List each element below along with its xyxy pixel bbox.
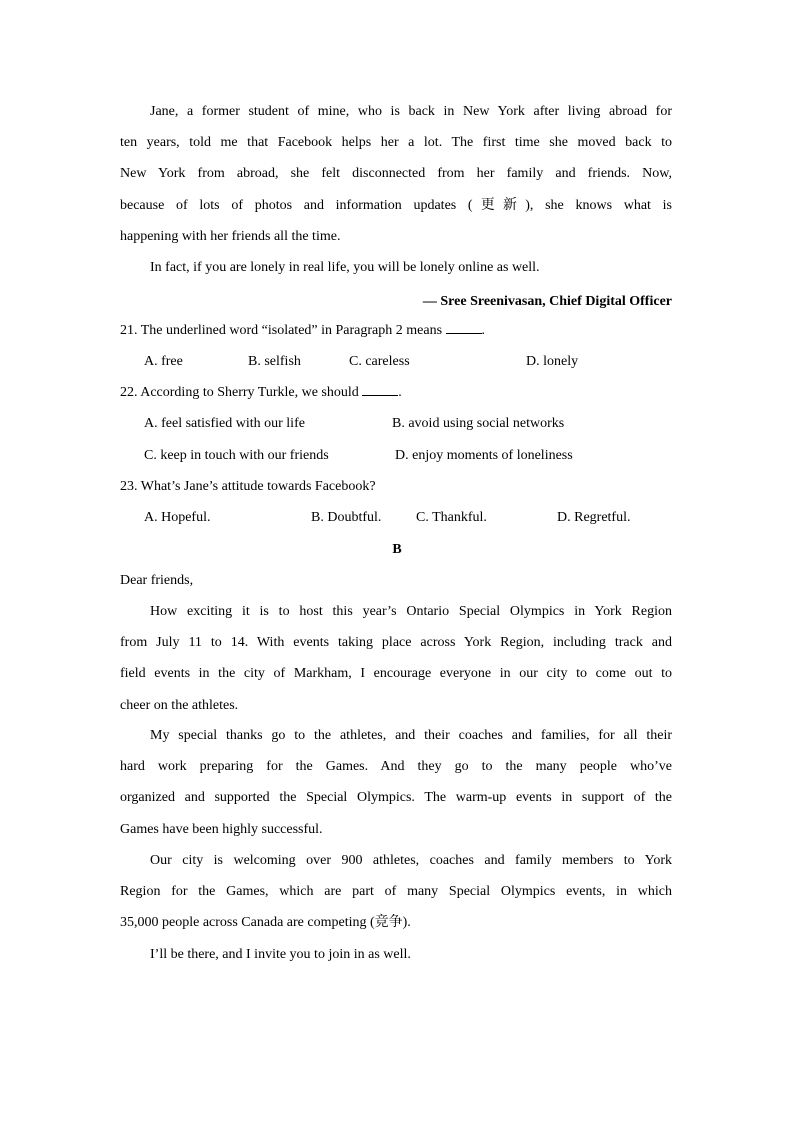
text-line: Jane, a former student of mine, who is back in New York after living abroad for [150,104,672,119]
question-23 [120,471,376,502]
question-stem: 23. What’s Jane’s attitude towards Facebook? [120,479,376,494]
letter-paragraph-4 [120,939,672,970]
text-line: Our city is welcoming over 900 athletes, coaches and family members to York [150,853,672,868]
option-23-d: D. Regretful. [557,510,631,525]
letter-paragraph-3 [120,845,672,939]
letter-paragraph-2 [120,720,672,845]
signature-line: — Sree Sreenivasan, Chief Digital Officer [422,294,672,309]
text-line: Games have been highly successful. [120,821,323,837]
question-stem-end: . [481,323,486,338]
text-line: New York from abroad, she felt disconnected from her family and friends. Now, [120,166,672,182]
text-line: Region for the Games, which are part of many Special Olympics events, in which [120,884,672,900]
question-21 [120,315,485,346]
option-22-b: B. avoid using social networks [392,416,565,431]
option-23-a: A. Hopeful. [144,510,211,525]
text-line: from July 11 to 14. With events taking place across York Region, including track and [120,635,672,651]
text-line: 35,000 people across Canada are competing (竞争). [120,915,411,931]
text-line: How exciting it is to host this year’s Ontario Special Olympics in York Region [150,604,672,619]
section-heading-b: B [392,542,402,557]
text-line: ten years, told me that Facebook helps her a lot. The first time she moved back to [120,135,672,151]
letter-paragraph-1 [120,596,672,721]
text-line: hard work preparing for the Games. And they go to the many people who’ve [120,759,672,775]
text-line: happening with her friends all the time. [120,228,341,244]
question-stem-end: . [398,385,402,400]
passage-a-paragraph-1 [120,96,672,252]
option-21-a: A. free [144,354,183,369]
option-21-c: C. careless [349,354,410,369]
option-22-c: C. keep in touch with our friends [144,448,329,463]
option-23-c: C. Thankful. [416,510,487,525]
answer-blank [362,383,398,396]
question-22 [120,377,402,408]
text-line: cheer on the athletes. [120,697,239,713]
option-21-d: D. lonely [526,354,579,369]
text-line: In fact, if you are lonely in real life, you will be lonely online as well. [150,260,540,275]
option-22-d: D. enjoy moments of loneliness [395,448,573,463]
answer-blank [446,321,482,334]
text-line: field events in the city of Markham, I encourage everyone in our city to come out to [120,666,672,682]
option-22-a: A. feel satisfied with our life [144,416,305,431]
text-line: because of lots of photos and information updates (更新), she knows what is [120,197,672,213]
text-line: organized and supported the Special Olympics. The warm-up events in support of the [120,790,672,806]
text-line: My special thanks go to the athletes, and their coaches and families, for all their [150,728,672,743]
letter-salutation: Dear friends, [120,573,194,588]
option-23-b: B. Doubtful. [311,510,382,525]
text-line: I’ll be there, and I invite you to join in as well. [150,947,411,962]
question-stem: 21. The underlined word “isolated” in Paragraph 2 means [120,323,443,338]
option-21-b: B. selfish [248,354,301,369]
question-stem: 22. According to Sherry Turkle, we should [120,385,359,400]
passage-a-paragraph-2 [120,252,672,283]
